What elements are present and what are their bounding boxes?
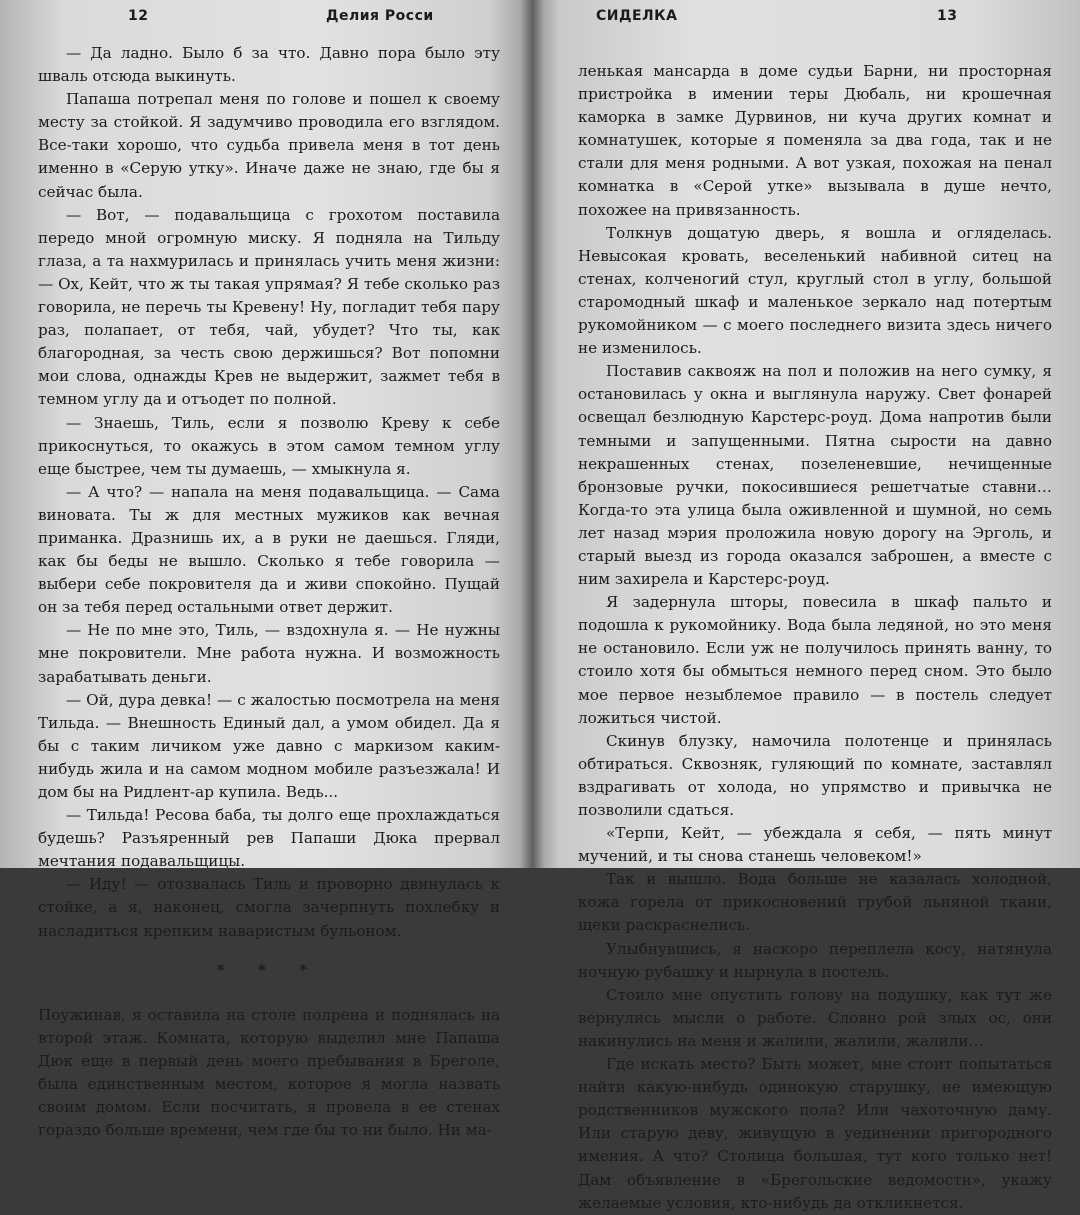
- paragraph: — Ой, дура девка! — с жалостью посмотрела на меня Тильда. — Внешность Единый дал, а умом обидел. Да я бы с таким личиком уже давно с маркизом каким-нибудь жила и на самом модном мобиле разъезжала! И дом бы на Ридлент-ар купила. Ведь...: [38, 690, 500, 801]
- book-gutter: [520, 0, 544, 868]
- right-page-number: 13: [937, 8, 958, 24]
- paragraph: — А что? — напала на меня подавальщица. — Сама виновата. Ты ж для местных мужиков как вечная приманка. Дразнишь их, а в руки не даешься. Гляди, как бы беды не вышло. Сколько я тебе говорила — выбери себе покровителя да и живи спокойно. Пущай он за тебя перед остальными ответ держит.: [38, 482, 500, 617]
- left-page: [0, 0, 532, 1140]
- right-page: [532, 0, 1080, 1212]
- paragraph: Я задернула шторы, повесила в шкаф пальто и подошла к рукомойнику. Вода была ледяной, но это меня не остановило. Если уж не получилось принять ванну, то стоило хотя бы обмыться немного перед сном. Это было мое первое незыблемое правило — в постель следует ложиться чистой.: [578, 593, 1052, 727]
- paragraph: Толкнув дощатую дверь, я вошла и огляделась. Невысокая кровать, веселенький набивной ситец на стенах, колченогий стул, круглый стол в углу, большой старомодный шкаф и маленькое зеркало над потертым рукомойником — с моего последнего визита здесь ничего не изменилось.: [578, 223, 1052, 358]
- right-body-text: [578, 60, 1052, 1215]
- paragraph: Где искать место? Быть может, мне стоит попытаться найти какую-нибудь одинокую старушку, не имеющую родственников мужского пола? Или чахоточную даму. Или старую деву, живущую в уединении пригородного имения. А что? Столица большая, тут кого только нет! Дам объявление в «Брегольские ведомости», укажу желаемые условия, кто-нибудь да откликнется.: [578, 1055, 1052, 1212]
- paragraph: Поставив саквояж на пол и положив на него сумку, я остановилась у окна и выглянула наружу. Свет фонарей освещал безлюдную Карстерс-роуд. Дома напротив были темными и запущенными. Пятна сырости на давно некрашенных стенах, позеленевшие, нечищенные бронзовые ручки, покосившиеся решетчатые ставни… Когда-то эта улица была оживленной и шумной, но семь лет назад мэрия проложила новую дорогу на Эрголь, и старый выезд из города оказался заброшен, а вместе с ним захирела и Карстерс-роуд.: [578, 362, 1052, 589]
- paragraph: — Иду! — отозвалась Тиль и проворно двинулась к стойке, а я, наконец, смогла зачерпнуть похлебку и насладиться крепким наваристым бульоном.: [38, 875, 500, 940]
- paragraph: «Терпи, Кейт, — убеждала я себя, — пять минут мучений, и ты снова станешь человеком!»: [578, 824, 1052, 866]
- paragraph: Поужинав, я оставила на столе полрена и поднялась на второй этаж. Комната, которую выделил мне Папаша Дюк еще в первый день моего пребывания в Бреголе, была единственным местом, которое я могла назвать своим домом. Если посчитать, я провела в ее стенах гораздо больше времени, чем где бы то ни было. Ни ма-: [38, 1005, 500, 1140]
- paragraph: — Знаешь, Тиль, если я позволю Креву к себе прикоснуться, то окажусь в этом самом темном углу еще быстрее, чем ты думаешь, — хмыкнула я.: [38, 413, 500, 478]
- paragraph: Так и вышло. Вода больше не казалась холодной, кожа горела от прикосновений грубой льняной ткани, щеки раскраснелись.: [578, 870, 1052, 935]
- paragraph: Стоило мне опустить голову на подушку, как тут же вернулись мысли о работе. Словно рой злых ос, они накинулись на меня и жалили, жалили, жалили…: [578, 985, 1052, 1050]
- paragraph: ленькая мансарда в доме судьи Барни, ни просторная пристройка в имении теры Дюбаль, ни крошечная каморка в замке Дурвинов, ни куча других комнат и комнатушек, которые я поменяла за два года, так и не стали для меня родными. А вот узкая, похожая на пенал комнатка в «Серой утке» вызывала в душе нечто, похожее на привязанность.: [578, 62, 1052, 219]
- right-running-head: СИДЕЛКА: [596, 8, 678, 24]
- paragraph: — Не по мне это, Тиль, — вздохнула я. — Не нужны мне покровители. Мне работа нужна. И возможность зарабатывать деньги.: [38, 621, 500, 686]
- left-page-number: 12: [128, 8, 149, 24]
- paragraph: Папаша потрепал меня по голове и пошел к своему месту за стойкой. Я задумчиво проводила его взглядом. Все-таки хорошо, что судьба привела меня в тот день именно в «Серую утку». Иначе даже не знаю, где бы я сейчас была.: [38, 90, 500, 201]
- paragraph: — Вот, — подавальщица с грохотом поставила передо мной огромную миску. Я подняла на Тильду глаза, а та нахмурилась и принялась учить меня жизни: — Ох, Кейт, что ж ты такая упрямая? Я тебе сколько раз говорила, не перечь ты Кревену! Ну, погладит тебя пару раз, полапает, от тебя, чай, убудет? Что ты, как благородная, за честь свою держишься? Вот попомни мои слова, однажды Крев не выдержит, зажмет тебя в темном углу да и отъодет по полной.: [38, 205, 500, 409]
- left-running-head: Делия Росси: [326, 8, 434, 24]
- paragraph: — Да ладно. Было б за что. Давно пора было эту шваль отсюда выкинуть.: [38, 44, 500, 86]
- section-separator: * * *: [216, 960, 322, 979]
- paragraph: Скинув блузку, намочила полотенце и принялась обтираться. Сквозняк, гуляющий по комнате, заставлял вздрагивать от холода, но упрямство и привычка не позволили сдаться.: [578, 731, 1052, 819]
- paragraph: — Тильда! Ресова баба, ты долго еще прохлаждаться будешь? Разъяренный рев Папаши Дюка прервал мечтания подавальщицы.: [38, 806, 500, 871]
- paragraph: Улыбнувшись, я наскоро переплела косу, натянула ночную рубашку и нырнула в постель.: [578, 939, 1052, 981]
- left-body-text: [38, 42, 500, 1142]
